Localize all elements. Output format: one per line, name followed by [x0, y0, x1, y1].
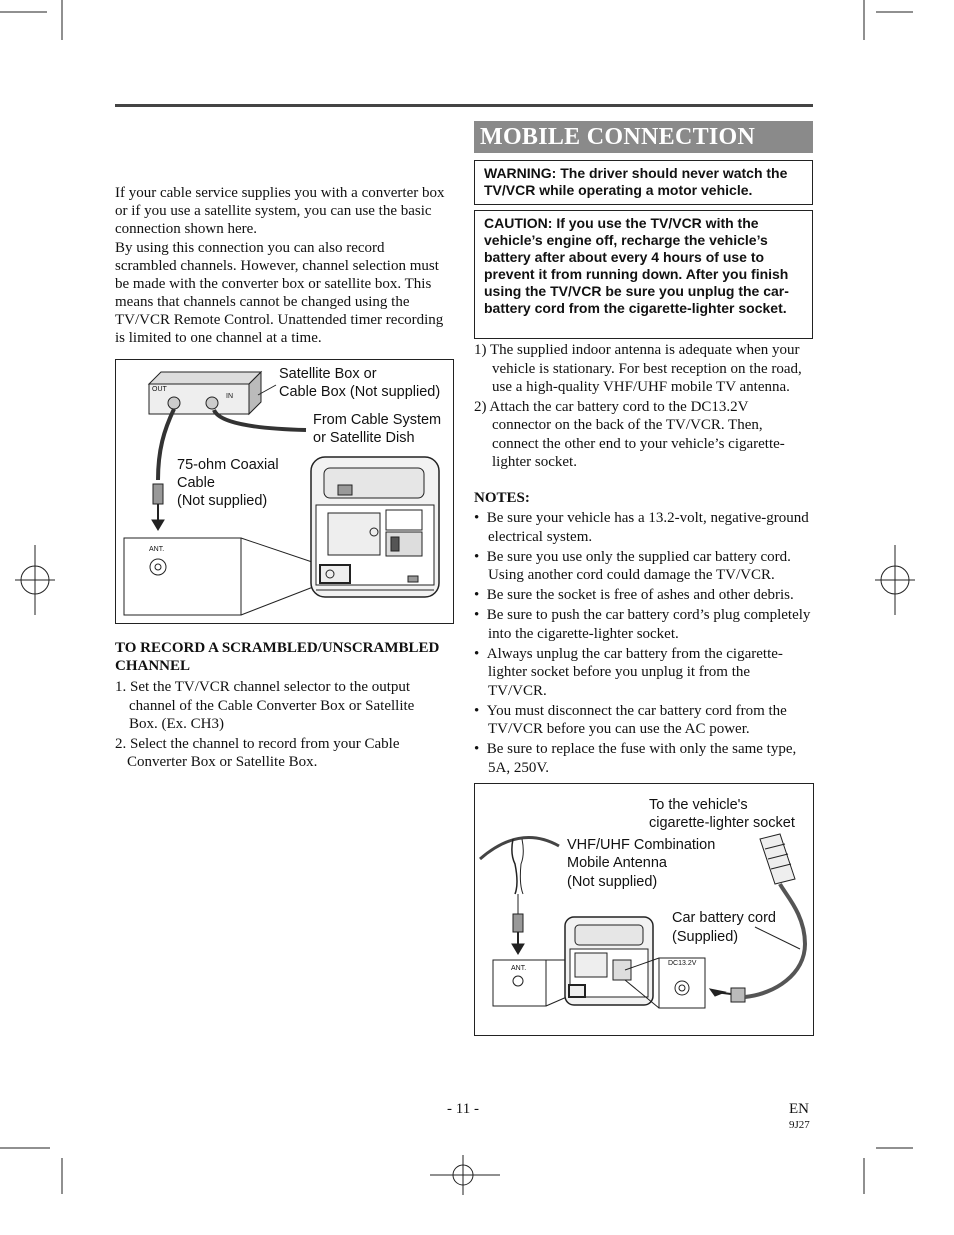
note-item: • Be sure to replace the fuse with only the same type, 5A, 250V. — [474, 741, 797, 776]
intro-paragraph-1: If your cable service supplies you with a converter box or if you use a satellite system, you can use the basic connection shown here. — [115, 185, 445, 237]
page-number: - 11 - — [447, 1101, 479, 1117]
satellite-box-label-line2: Cable Box (Not supplied) — [279, 384, 441, 400]
note-item: • Be sure the socket is free of ashes and other debris. — [474, 587, 794, 603]
port-ant-label: ANT. — [149, 546, 165, 553]
mobile-step-2: 2) Attach the car battery cord to the DC13.2V connector on the back of the TV/VCR. Then, connect the other end to your vehicle’s cigarette-lighter socket. — [474, 398, 785, 470]
cable-source-label-line2: or Satellite Dish — [313, 430, 415, 446]
note-item: • Be sure your vehicle has a 13.2-volt, negative-ground electrical system. — [474, 510, 809, 545]
cable-source-label-line1: From Cable System — [313, 412, 442, 428]
mobile-step-1: 1) The supplied indoor antenna is adequate when your vehicle is stationary. For best reception on the road, use a high-quality VHF/UHF mobile TV antenna. — [474, 342, 802, 395]
cord-label-line1: Car battery cord — [672, 910, 776, 926]
notes-list — [474, 509, 812, 779]
cord-label-line2: (Supplied) — [672, 929, 739, 945]
port-in-label: IN — [226, 393, 233, 400]
note-item: • Be sure to push the car battery cord’s plug completely into the cigarette-lighter socket. — [474, 607, 811, 642]
note-item: • You must disconnect the car battery cord from the TV/VCR before you can use the AC power. — [474, 702, 787, 737]
port-ant-label-2: ANT. — [511, 965, 527, 972]
warning-box: WARNING: The driver should never watch the TV/VCR while operating a motor vehicle. — [474, 160, 813, 205]
note-item: • Always unplug the car battery from the cigarette-lighter socket before you unplug it from the TV/VCR. — [474, 645, 783, 699]
antenna-label-line1: VHF/UHF Combination — [567, 837, 716, 853]
mobile-connection-diagram — [474, 783, 814, 1036]
record-heading: TO RECORD A SCRAMBLED/UNSCRAMBLED CHANNEL — [115, 640, 440, 674]
note-item: • Be sure you use only the supplied car battery cord. Using another cord could damage the TV/VCR. — [474, 548, 791, 583]
language-code: EN — [789, 1101, 809, 1117]
socket-label-line2: cigarette-lighter socket — [649, 815, 795, 831]
satellite-box-label-line1: Satellite Box or — [279, 366, 377, 382]
record-step-1: 1. Set the TV/VCR channel selector to the output channel of the Cable Converter Box or Satellite Box. (Ex. CH3) — [115, 679, 415, 732]
cable-connection-diagram — [115, 359, 454, 624]
intro-paragraph-2: By using this connection you can also record scrambled channels. However, channel selection must be made with the converter box or satellite box. This means that channels cannot be changed using the TV/VCR Remote Control. Unattended timer recording is limited to one channel at a time. — [115, 240, 444, 346]
record-step-2: 2. Select the channel to record from your Cable Converter Box or Satellite Box. — [115, 735, 400, 770]
port-dc-label: DC13.2V — [668, 960, 697, 967]
coax-label-line3: (Not supplied) — [177, 493, 268, 509]
antenna-label-line2: Mobile Antenna — [567, 855, 667, 871]
port-out-label: OUT — [152, 386, 167, 393]
document-code: 9J27 — [789, 1119, 810, 1131]
coax-label-line1: 75-ohm Coaxial — [177, 457, 279, 473]
socket-label-line1: To the vehicle's — [649, 797, 748, 813]
antenna-label-line3: (Not supplied) — [567, 874, 658, 890]
header-rule — [115, 104, 813, 107]
page-title: MOBILE CONNECTION — [480, 124, 756, 150]
notes-heading: NOTES: — [474, 490, 530, 506]
coax-label-line2: Cable — [177, 475, 215, 491]
caution-box: CAUTION: If you use the TV/VCR with the vehicle’s engine off, recharge the vehicle’s battery after about every 4 hours of use to prevent it from running down. After you finish using the TV/VCR be sure you unplug the car-battery cord from the cigarette-lighter socket. — [474, 210, 813, 339]
